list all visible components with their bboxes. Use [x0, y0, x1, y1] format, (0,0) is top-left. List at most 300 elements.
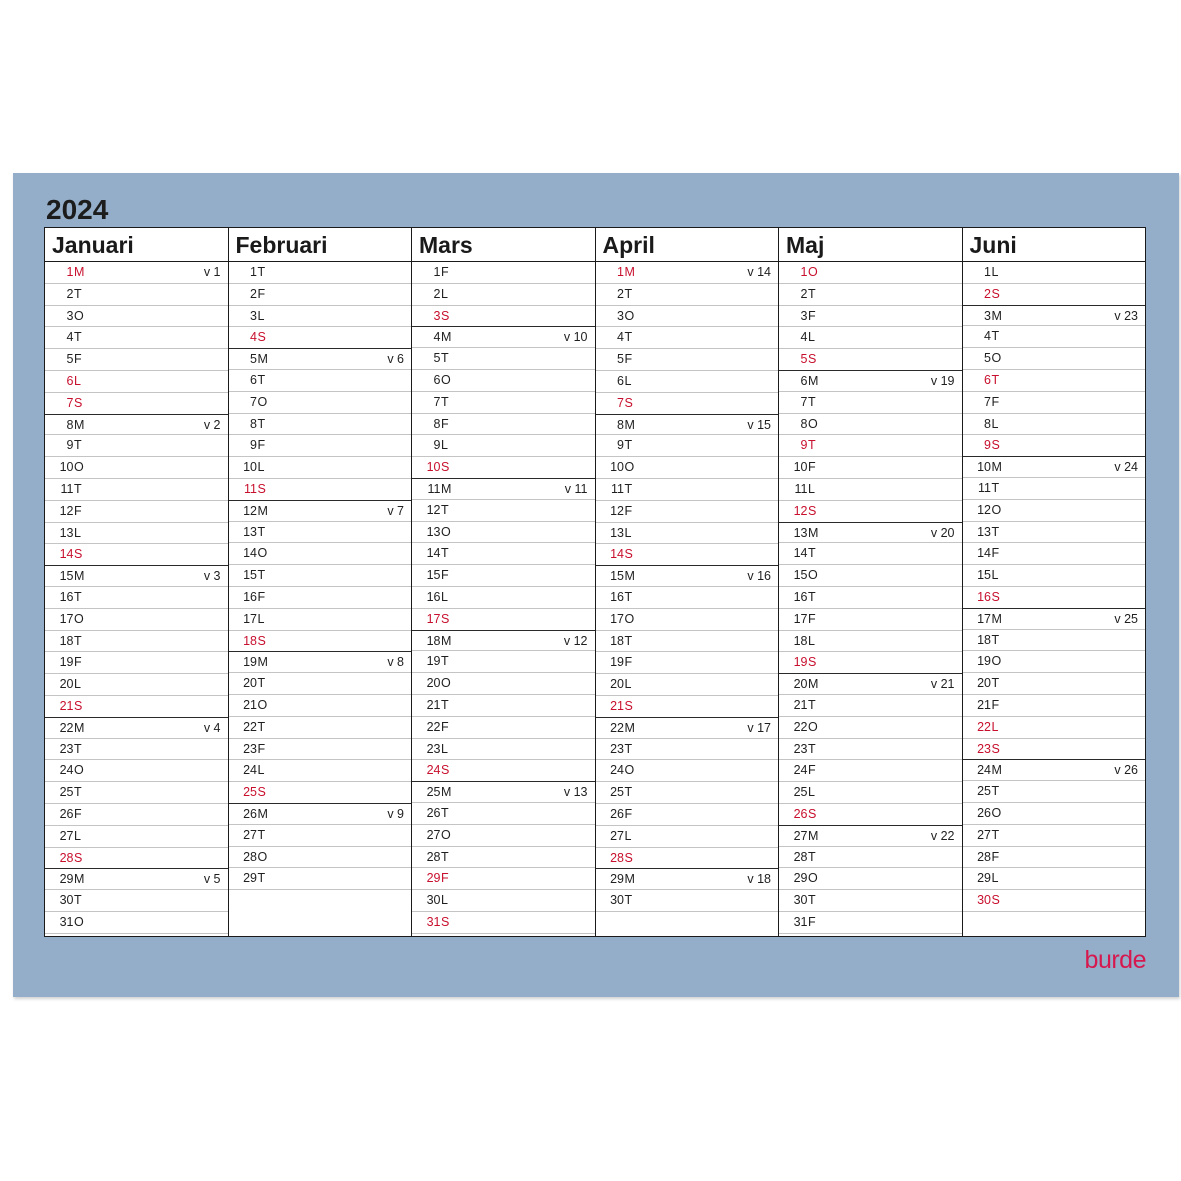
- day-number: 19: [977, 654, 991, 669]
- weekday-letter: M: [624, 569, 635, 584]
- weekday-letter: T: [257, 827, 266, 842]
- weekday-letter: S: [74, 850, 83, 865]
- day-row: [412, 673, 595, 695]
- day-number: 18: [793, 633, 808, 648]
- day-row: [779, 284, 962, 306]
- day-row: [596, 717, 779, 739]
- weekday-letter: L: [624, 373, 632, 388]
- day-row: [963, 608, 1146, 630]
- weekday-letter: O: [808, 719, 818, 734]
- day-row: [779, 479, 962, 501]
- day-row: [412, 781, 595, 803]
- weekday-letter: O: [441, 827, 451, 842]
- month-title: Mars: [412, 228, 595, 262]
- day-number: 13: [610, 525, 624, 540]
- day-row: [412, 565, 595, 587]
- day-row: [45, 868, 228, 890]
- week-number: v 8: [387, 655, 404, 670]
- day-number: 23: [243, 741, 257, 756]
- day-row: [45, 306, 228, 328]
- weekday-letter: S: [74, 547, 83, 562]
- day-row: [596, 544, 779, 566]
- weekday-letter: F: [991, 546, 1000, 561]
- day-row: [412, 262, 595, 284]
- day-number: 29: [59, 872, 74, 887]
- weekday-letter: L: [991, 265, 999, 279]
- weekday-letter: T: [991, 524, 1000, 539]
- day-row: [229, 782, 412, 804]
- day-row: [45, 587, 228, 609]
- day-row: [45, 826, 228, 848]
- weekday-letter: S: [808, 503, 817, 518]
- week-number: v 11: [564, 481, 588, 496]
- day-number: 1: [800, 265, 808, 279]
- weekday-letter: T: [991, 632, 1000, 647]
- day-number: 20: [793, 677, 808, 692]
- weekday-letter: T: [74, 633, 82, 648]
- day-row: [229, 651, 412, 673]
- day-number: 9: [617, 438, 624, 453]
- weekday-letter: L: [808, 633, 815, 648]
- weekday-letter: M: [808, 828, 819, 843]
- week-number: v 18: [747, 872, 771, 887]
- day-number: 24: [59, 763, 74, 778]
- weekday-letter: L: [441, 589, 448, 604]
- weekday-letter: O: [74, 914, 84, 929]
- day-number: 16: [243, 589, 257, 604]
- weekday-letter: O: [991, 502, 1002, 517]
- day-number: 19: [610, 655, 624, 670]
- day-row: [229, 695, 412, 717]
- weekday-letter: F: [441, 719, 449, 734]
- day-number: 21: [793, 697, 808, 712]
- week-number: v 5: [203, 872, 221, 887]
- day-row: [596, 890, 779, 912]
- month-mars: [411, 228, 595, 936]
- day-row: [229, 868, 412, 890]
- weekday-letter: L: [74, 525, 81, 540]
- weekday-letter: M: [74, 720, 85, 735]
- day-row: [963, 781, 1146, 803]
- day-row: [779, 587, 962, 609]
- weekday-letter: L: [624, 828, 632, 843]
- day-number: 5: [250, 352, 257, 367]
- weekday-letter: L: [441, 286, 448, 301]
- day-row: [412, 695, 595, 717]
- day-row: [963, 326, 1146, 348]
- day-number: 1: [617, 265, 624, 279]
- weekday-letter: F: [808, 914, 816, 929]
- day-row: [45, 327, 228, 349]
- day-row: [963, 348, 1146, 370]
- day-number: 26: [426, 805, 441, 820]
- day-number: 10: [610, 460, 624, 475]
- day-row: [596, 414, 779, 436]
- day-number: 28: [243, 849, 257, 864]
- day-number: 5: [433, 351, 441, 366]
- day-number: 30: [59, 893, 74, 908]
- day-number: 12: [426, 502, 441, 517]
- day-number: 26: [243, 806, 257, 821]
- day-number: 23: [977, 741, 991, 756]
- day-number: 22: [59, 720, 74, 735]
- weekday-letter: L: [74, 677, 81, 692]
- weekday-letter: O: [624, 460, 635, 475]
- weekday-letter: F: [441, 871, 449, 886]
- day-number: 27: [793, 828, 808, 843]
- weekday-letter: F: [257, 589, 266, 604]
- day-number: 1: [433, 265, 441, 279]
- weekday-letter: T: [808, 589, 816, 604]
- day-row: [596, 674, 779, 696]
- day-number: 31: [59, 914, 74, 929]
- day-number: 3: [250, 308, 257, 323]
- weekday-letter: M: [808, 677, 819, 692]
- day-row: [229, 348, 412, 370]
- day-row: [596, 306, 779, 328]
- day-row: [229, 457, 412, 479]
- day-number: 4: [800, 330, 808, 345]
- weekday-letter: T: [808, 849, 816, 864]
- weekday-letter: T: [991, 480, 1000, 495]
- day-number: 2: [433, 286, 441, 301]
- day-number: 3: [617, 308, 624, 323]
- day-row: [596, 652, 779, 674]
- day-number: 16: [426, 589, 441, 604]
- day-row: [412, 803, 595, 825]
- day-number: 17: [610, 611, 624, 626]
- weekday-letter: L: [624, 525, 632, 540]
- day-number: 30: [977, 893, 991, 908]
- weekday-letter: T: [257, 568, 266, 583]
- day-number: 15: [243, 568, 257, 583]
- day-row: [963, 847, 1146, 869]
- day-row: [779, 565, 962, 587]
- weekday-letter: F: [441, 265, 449, 279]
- week-number: v 26: [1114, 763, 1138, 778]
- day-row: [229, 825, 412, 847]
- day-row: [779, 847, 962, 869]
- day-row: [412, 890, 595, 912]
- weekday-letter: F: [624, 352, 633, 367]
- weekday-letter: M: [257, 655, 268, 670]
- months-grid: [44, 227, 1146, 937]
- weekday-letter: F: [991, 697, 1000, 712]
- day-row: [229, 435, 412, 457]
- day-row: [45, 457, 228, 479]
- day-number: 12: [793, 503, 808, 518]
- day-number: 17: [977, 611, 991, 626]
- day-row: [229, 543, 412, 565]
- day-number: 10: [426, 460, 441, 475]
- day-row: [779, 522, 962, 544]
- weekday-letter: T: [624, 741, 633, 756]
- day-row: [779, 890, 962, 912]
- day-number: 2: [800, 286, 808, 301]
- day-row: [596, 393, 779, 415]
- day-row: [779, 652, 962, 674]
- day-row: [45, 262, 228, 284]
- day-row: [779, 717, 962, 739]
- day-row: [45, 674, 228, 696]
- day-row: [779, 327, 962, 349]
- day-row: [412, 457, 595, 479]
- day-number: 26: [610, 806, 624, 821]
- weekday-letter: S: [74, 395, 83, 410]
- day-number: 9: [984, 438, 991, 453]
- day-number: 16: [793, 589, 808, 604]
- day-row: [412, 739, 595, 761]
- day-number: 20: [426, 676, 441, 691]
- day-number: 27: [426, 827, 441, 842]
- week-number: v 3: [203, 569, 221, 584]
- day-number: 10: [59, 460, 74, 475]
- weekday-letter: O: [808, 416, 818, 431]
- weekday-letter: S: [257, 785, 266, 800]
- week-number: v 6: [387, 352, 404, 367]
- week-number: v 22: [930, 828, 955, 843]
- weekday-letter: S: [257, 481, 266, 496]
- day-row: [229, 565, 412, 587]
- weekday-letter: T: [808, 741, 816, 756]
- weekday-letter: T: [257, 265, 266, 279]
- weekday-letter: L: [441, 741, 448, 756]
- day-row: [45, 804, 228, 826]
- day-number: 29: [793, 871, 808, 886]
- day-row: [45, 544, 228, 566]
- weekday-letter: L: [257, 308, 265, 323]
- week-number: v 17: [747, 720, 771, 735]
- day-number: 15: [59, 569, 74, 584]
- day-row: [412, 478, 595, 500]
- day-number: 24: [977, 763, 991, 778]
- day-row: [596, 479, 779, 501]
- day-row: [779, 804, 962, 826]
- weekday-letter: T: [74, 481, 82, 496]
- weekday-letter: L: [74, 373, 81, 388]
- day-list: [229, 262, 412, 890]
- day-row: [45, 652, 228, 674]
- day-number: 10: [977, 460, 991, 475]
- weekday-letter: S: [441, 460, 450, 475]
- weekday-letter: M: [624, 872, 635, 887]
- day-row: [779, 868, 962, 890]
- weekday-letter: O: [624, 308, 635, 323]
- day-row: [779, 392, 962, 414]
- day-row: [45, 393, 228, 415]
- day-number: 14: [610, 547, 624, 562]
- day-row: [412, 370, 595, 392]
- day-row: [229, 631, 412, 653]
- day-row: [596, 262, 779, 284]
- day-number: 11: [244, 481, 257, 496]
- weekday-letter: M: [74, 872, 85, 887]
- weekday-letter: T: [257, 524, 266, 539]
- day-row: [963, 478, 1146, 500]
- day-row: [596, 696, 779, 718]
- day-number: 21: [977, 697, 991, 712]
- day-row: [596, 609, 779, 631]
- weekday-letter: T: [441, 394, 449, 409]
- day-row: [412, 587, 595, 609]
- day-row: [596, 868, 779, 890]
- day-row: [45, 501, 228, 523]
- day-row: [963, 500, 1146, 522]
- day-list: [779, 262, 962, 934]
- weekday-letter: O: [74, 611, 84, 626]
- day-row: [596, 760, 779, 782]
- day-row: [229, 803, 412, 825]
- weekday-letter: S: [991, 438, 1000, 453]
- weekday-letter: F: [808, 763, 816, 778]
- day-number: 8: [66, 417, 74, 432]
- day-number: 4: [617, 330, 624, 345]
- day-number: 28: [610, 850, 624, 865]
- day-number: 24: [243, 763, 257, 778]
- day-number: 7: [66, 395, 74, 410]
- day-number: 8: [984, 416, 991, 431]
- weekday-letter: F: [991, 394, 1000, 409]
- day-row: [229, 500, 412, 522]
- day-number: 31: [793, 914, 808, 929]
- day-number: 20: [243, 676, 257, 691]
- weekday-letter: T: [624, 330, 633, 345]
- day-number: 26: [793, 806, 808, 821]
- day-row: [412, 912, 595, 934]
- day-number: 22: [243, 719, 257, 734]
- weekday-letter: T: [991, 827, 1000, 842]
- day-number: 30: [793, 893, 808, 908]
- month-title: Februari: [229, 228, 412, 262]
- day-row: [229, 717, 412, 739]
- weekday-letter: T: [74, 741, 82, 756]
- day-row: [963, 673, 1146, 695]
- week-number: v 25: [1114, 611, 1138, 626]
- day-row: [963, 759, 1146, 781]
- day-number: 16: [59, 589, 74, 604]
- day-row: [412, 760, 595, 782]
- day-number: 14: [59, 547, 74, 562]
- day-row: [779, 695, 962, 717]
- week-number: v 19: [930, 373, 955, 388]
- weekday-letter: S: [624, 395, 633, 410]
- weekday-letter: S: [808, 806, 817, 821]
- week-number: v 1: [203, 265, 221, 279]
- weekday-letter: T: [991, 676, 1000, 691]
- weekday-letter: M: [991, 763, 1002, 778]
- day-number: 23: [793, 741, 808, 756]
- weekday-letter: F: [74, 655, 82, 670]
- weekday-letter: S: [991, 893, 1000, 908]
- day-row: [412, 847, 595, 869]
- day-number: 9: [250, 438, 257, 453]
- week-number: v 23: [1114, 308, 1138, 323]
- day-number: 4: [433, 330, 441, 345]
- weekday-letter: T: [441, 351, 449, 366]
- weekday-letter: T: [74, 893, 82, 908]
- day-row: [412, 500, 595, 522]
- weekday-letter: T: [808, 438, 816, 453]
- day-number: 7: [250, 394, 257, 409]
- day-number: 22: [426, 719, 441, 734]
- weekday-letter: M: [441, 330, 452, 345]
- day-number: 19: [59, 655, 74, 670]
- day-number: 6: [66, 373, 74, 388]
- weekday-letter: M: [441, 633, 452, 648]
- month-januari: [45, 228, 228, 936]
- day-row: [963, 262, 1146, 284]
- weekday-letter: O: [74, 308, 84, 323]
- day-number: 6: [433, 372, 441, 387]
- day-row: [229, 739, 412, 761]
- day-number: 7: [433, 394, 441, 409]
- day-row: [596, 565, 779, 587]
- weekday-letter: O: [808, 265, 818, 279]
- day-number: 1: [250, 265, 257, 279]
- weekday-letter: T: [74, 589, 82, 604]
- weekday-letter: S: [441, 611, 450, 626]
- day-row: [596, 826, 779, 848]
- weekday-letter: T: [441, 546, 449, 561]
- day-number: 6: [617, 373, 624, 388]
- weekday-letter: T: [257, 719, 266, 734]
- day-row: [963, 630, 1146, 652]
- day-number: 9: [66, 438, 74, 453]
- day-number: 30: [426, 893, 441, 908]
- day-row: [412, 522, 595, 544]
- weekday-letter: F: [808, 460, 816, 475]
- day-row: [779, 457, 962, 479]
- day-number: 25: [59, 785, 74, 800]
- day-row: [779, 349, 962, 371]
- day-row: [45, 717, 228, 739]
- weekday-letter: T: [74, 438, 82, 453]
- weekday-letter: S: [624, 850, 633, 865]
- weekday-letter: S: [257, 330, 266, 345]
- weekday-letter: O: [257, 546, 268, 561]
- day-number: 16: [610, 589, 624, 604]
- weekday-letter: F: [257, 286, 266, 301]
- week-number: v 9: [387, 806, 404, 821]
- day-number: 27: [59, 828, 74, 843]
- day-row: [45, 848, 228, 870]
- day-number: 26: [977, 805, 991, 820]
- weekday-letter: L: [624, 677, 632, 692]
- weekday-letter: F: [808, 611, 816, 626]
- weekday-letter: L: [808, 785, 815, 800]
- weekday-letter: L: [441, 893, 448, 908]
- day-number: 10: [793, 460, 808, 475]
- day-number: 16: [977, 589, 991, 604]
- weekday-letter: M: [257, 503, 268, 518]
- day-row: [45, 284, 228, 306]
- day-row: [45, 890, 228, 912]
- weekday-letter: S: [991, 286, 1000, 301]
- day-number: 13: [977, 524, 991, 539]
- weekday-letter: F: [808, 308, 816, 323]
- day-number: 15: [793, 568, 808, 583]
- day-number: 30: [610, 893, 624, 908]
- day-number: 21: [59, 698, 74, 713]
- weekday-letter: F: [624, 503, 633, 518]
- day-row: [45, 414, 228, 436]
- calendar-poster: [13, 173, 1179, 997]
- day-row: [412, 717, 595, 739]
- weekday-letter: T: [624, 286, 633, 301]
- day-row: [779, 673, 962, 695]
- day-number: 8: [250, 416, 257, 431]
- weekday-letter: S: [257, 633, 266, 648]
